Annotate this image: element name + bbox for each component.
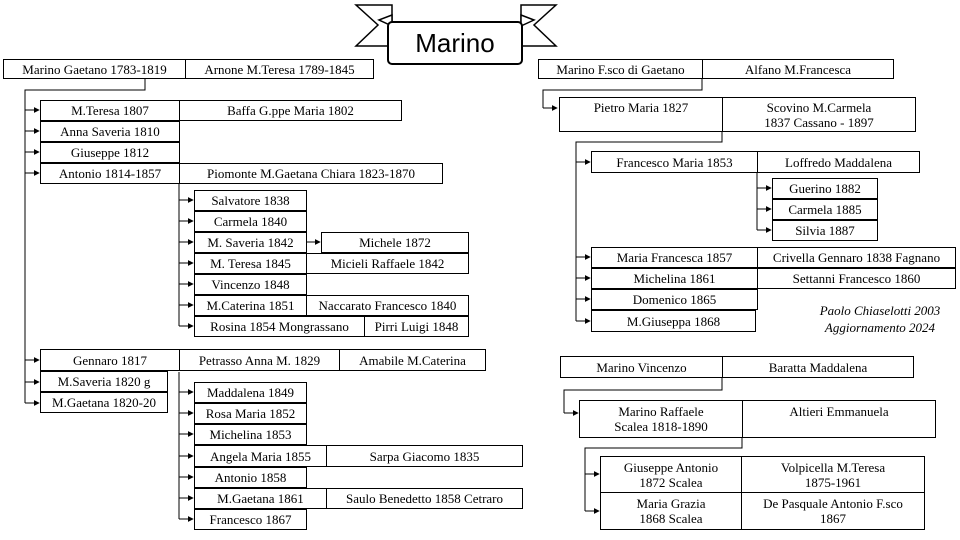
credit-update: Aggiornamento 2024 bbox=[824, 320, 936, 335]
person-box: Petrasso Anna M. 1829 bbox=[179, 349, 340, 371]
person-box: Michelina 1861 bbox=[591, 268, 758, 289]
person-box: Francesco Maria 1853 bbox=[591, 151, 758, 173]
person-box: Alfano M.Francesca bbox=[702, 59, 894, 79]
person-box: Altieri Emmanuela bbox=[742, 400, 936, 438]
person-box: M. Saveria 1842 bbox=[194, 232, 307, 253]
person-box: Antonio 1814-1857 bbox=[40, 163, 180, 184]
person-box: Gennaro 1817 bbox=[40, 349, 180, 371]
person-box: Scovino M.Carmela 1837 Cassano - 1897 bbox=[722, 97, 916, 132]
person-box: Rosa Maria 1852 bbox=[194, 403, 307, 424]
person-box: Marino Gaetano 1783-1819 bbox=[3, 59, 186, 79]
person-box: Vincenzo 1848 bbox=[194, 274, 307, 295]
person-box: Maria Grazia 1868 Scalea bbox=[600, 492, 742, 530]
person-box: Marino Raffaele Scalea 1818-1890 bbox=[579, 400, 743, 438]
person-box: Arnone M.Teresa 1789-1845 bbox=[185, 59, 374, 79]
person-box: Sarpa Giacomo 1835 bbox=[326, 445, 523, 467]
person-box: Maria Francesca 1857 bbox=[591, 247, 758, 268]
person-box: Amabile M.Caterina bbox=[339, 349, 486, 371]
person-box: Domenico 1865 bbox=[591, 289, 758, 310]
page-title: Marino bbox=[415, 27, 495, 58]
person-box: Micieli Raffaele 1842 bbox=[306, 253, 469, 274]
person-box: Silvia 1887 bbox=[772, 220, 878, 241]
person-box: Francesco 1867 bbox=[194, 509, 307, 530]
person-box: Marino F.sco di Gaetano bbox=[538, 59, 703, 79]
person-box: Piomonte M.Gaetana Chiara 1823-1870 bbox=[179, 163, 443, 184]
person-box: Pirri Luigi 1848 bbox=[364, 316, 469, 337]
person-box: Rosina 1854 Mongrassano bbox=[194, 316, 365, 337]
person-box: M.Giuseppa 1868 bbox=[591, 310, 756, 332]
person-box: M. Teresa 1845 bbox=[194, 253, 307, 274]
person-box: Saulo Benedetto 1858 Cetraro bbox=[326, 488, 523, 509]
person-box: Giuseppe Antonio 1872 Scalea bbox=[600, 456, 742, 493]
person-box: Michele 1872 bbox=[321, 232, 469, 253]
person-box: Angela Maria 1855 bbox=[194, 445, 327, 467]
person-box: Pietro Maria 1827 bbox=[559, 97, 723, 132]
person-box: De Pasquale Antonio F.sco 1867 bbox=[741, 492, 925, 530]
person-box: Giuseppe 1812 bbox=[40, 142, 180, 163]
person-box: M.Saveria 1820 g bbox=[40, 371, 168, 392]
person-box: M.Gaetana 1861 bbox=[194, 488, 327, 509]
person-box: Loffredo Maddalena bbox=[757, 151, 920, 173]
person-box: Baffa G.ppe Maria 1802 bbox=[179, 100, 402, 121]
person-box: Salvatore 1838 bbox=[194, 190, 307, 211]
person-box: M.Caterina 1851 bbox=[194, 295, 307, 316]
person-box: Naccarato Francesco 1840 bbox=[306, 295, 469, 316]
person-box: Crivella Gennaro 1838 Fagnano bbox=[757, 247, 956, 268]
person-box: Michelina 1853 bbox=[194, 424, 307, 445]
person-box: Maddalena 1849 bbox=[194, 382, 307, 403]
person-box: Baratta Maddalena bbox=[722, 356, 914, 378]
person-box: M.Gaetana 1820-20 bbox=[40, 392, 168, 413]
person-box: Volpicella M.Teresa 1875-1961 bbox=[741, 456, 925, 493]
person-box: Carmela 1885 bbox=[772, 199, 878, 220]
credit-note bbox=[800, 302, 960, 336]
person-box: Guerino 1882 bbox=[772, 178, 878, 199]
person-box: Settanni Francesco 1860 bbox=[757, 268, 956, 289]
credit-author: Paolo Chiaselotti 2003 bbox=[819, 303, 941, 318]
person-box: Carmela 1840 bbox=[194, 211, 307, 232]
person-box: Antonio 1858 bbox=[194, 467, 307, 488]
person-box: Anna Saveria 1810 bbox=[40, 121, 180, 142]
person-box: Marino Vincenzo bbox=[560, 356, 723, 378]
person-box: M.Teresa 1807 bbox=[40, 100, 180, 121]
